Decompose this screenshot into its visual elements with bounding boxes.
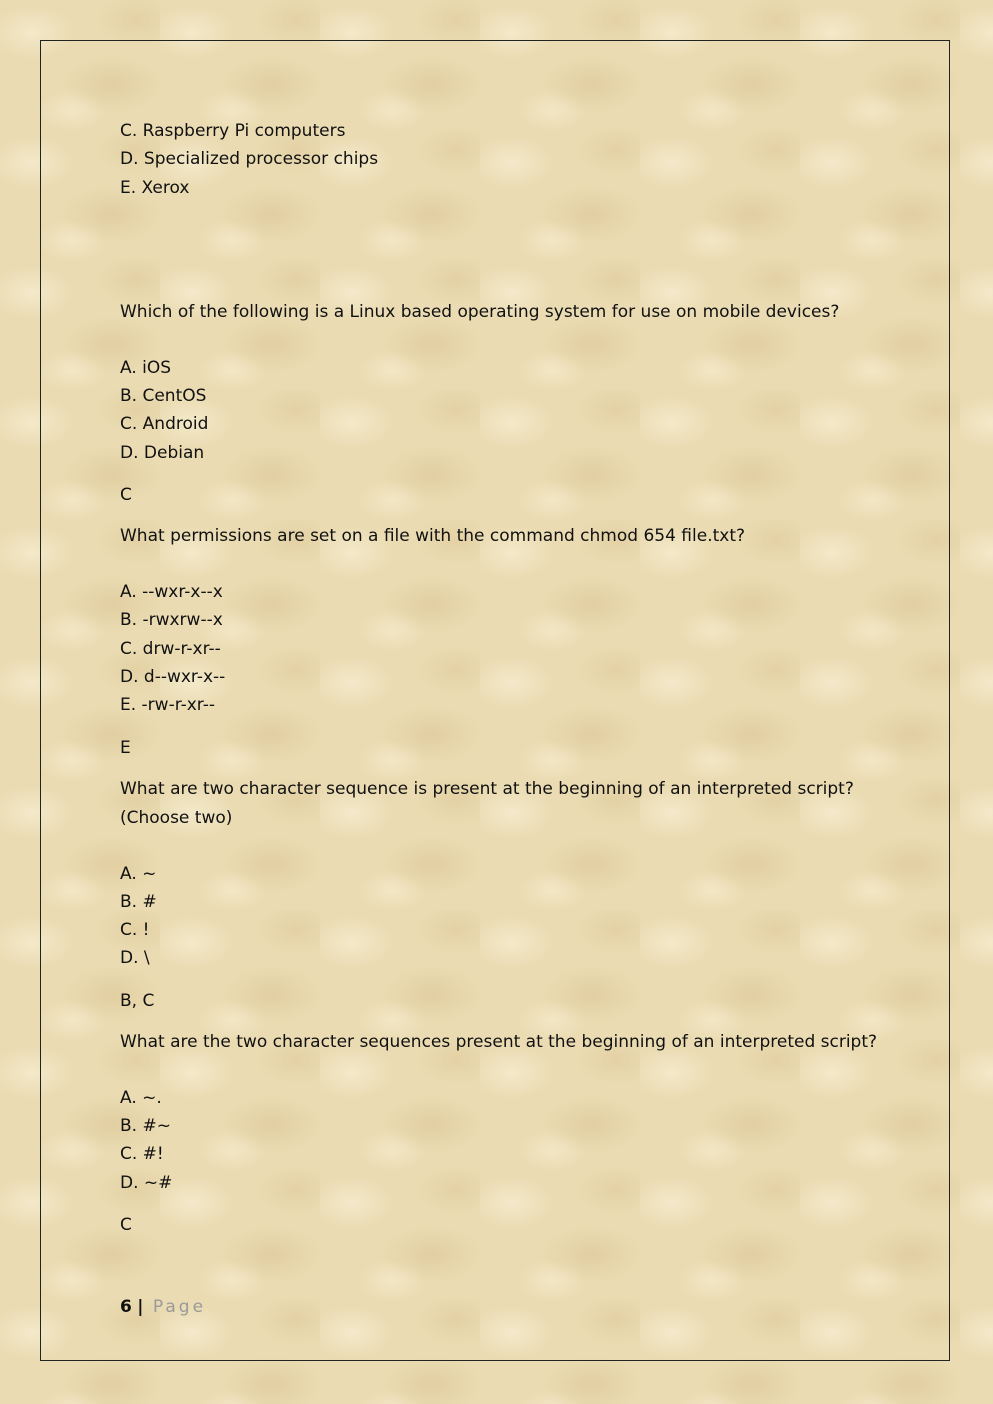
option-item: A. iOS [120, 357, 172, 378]
options-list [120, 578, 900, 719]
page-content [120, 117, 900, 1239]
answer-text: B, C [120, 990, 155, 1011]
option-item: D. d--wxr-x-- [120, 666, 226, 687]
option-item: D. \ [120, 948, 150, 969]
option-item: B. CentOS [120, 386, 207, 407]
option-item: E. Xerox [120, 177, 190, 198]
option-item: D. ~# [120, 1172, 173, 1193]
option-item: A. ~. [120, 1087, 162, 1108]
option-item: C. Raspberry Pi computers [120, 121, 346, 141]
page-label: Page [152, 1297, 207, 1317]
question-block [120, 298, 900, 509]
question-text: What permissions are set on a file with the command chmod 654 file.txt? [120, 526, 746, 547]
option-item: C. Android [120, 414, 209, 435]
question-block [120, 522, 900, 761]
options-list [120, 860, 900, 973]
option-item: C. drw-r-xr-- [120, 638, 221, 659]
answer-text: C [120, 485, 132, 506]
answer-text: E [120, 737, 131, 758]
question-text: Which of the following is a Linux based operating system for use on mobile devices? [120, 301, 840, 322]
option-item: E. -rw-r-xr-- [120, 695, 215, 716]
question-text-continued: (Choose two) [120, 807, 233, 828]
option-item: B. # [120, 891, 157, 912]
continuation-options [120, 117, 900, 202]
page-footer [120, 1295, 206, 1319]
option-item: B. #~ [120, 1116, 171, 1137]
option-item: D. Specialized processor chips [120, 149, 379, 170]
answer-text: C [120, 1214, 132, 1235]
question-block [120, 775, 900, 1015]
question-text: What are the two character sequences present at the beginning of an interpreted script? [120, 1031, 878, 1052]
question-text: What are two character sequence is present at the beginning of an interpreted script? [120, 778, 854, 799]
options-list [120, 354, 900, 467]
question-block [120, 1028, 900, 1239]
options-list [120, 1084, 900, 1197]
option-item: B. -rwxrw--x [120, 610, 223, 631]
page-number: 6 [120, 1297, 132, 1317]
option-item: C. #! [120, 1144, 164, 1165]
option-item: C. ! [120, 920, 150, 941]
option-item: A. ~ [120, 863, 157, 884]
option-item: D. Debian [120, 442, 205, 463]
option-item: A. --wxr-x--x [120, 582, 223, 603]
footer-separator: | [137, 1297, 144, 1317]
